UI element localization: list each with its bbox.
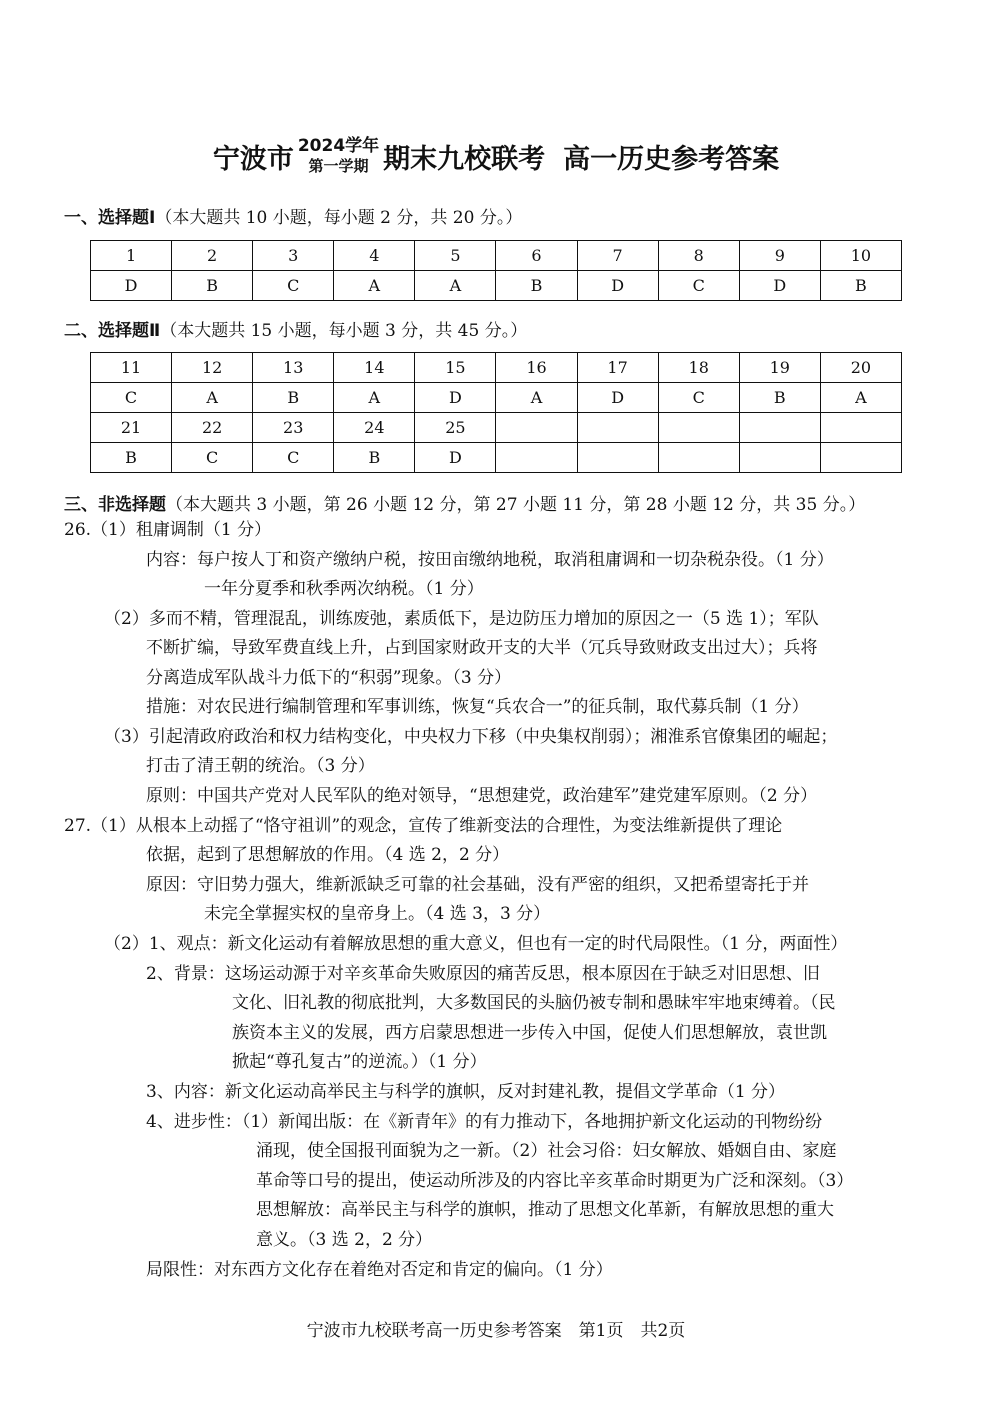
table-cell: 25 — [415, 413, 496, 443]
table-row — [91, 241, 902, 271]
answer-line: 不断扩编，导致军费直线上升，占到国家财政开支的大半（冗兵导致财政支出过大）；兵将 — [146, 638, 818, 658]
section2-heading: 二、选择题Ⅱ — [64, 321, 161, 341]
table-cell: 6 — [496, 241, 577, 271]
title-term-stack — [298, 136, 379, 176]
table-cell: B — [334, 443, 415, 473]
answer-table-2 — [90, 352, 902, 473]
title-prefix: 宁波市 — [212, 143, 294, 175]
answer-line: 2、背景：这场运动源于对辛亥革命失败原因的痛苦反思，根本原因在于缺乏对旧思想、旧 — [146, 964, 820, 984]
section3-note: （本大题共 3 小题，第 26 小题 12 分，第 27 小题 11 分，第 28 小题 12 分，共 35 分。） — [166, 495, 866, 515]
answer-line: 掀起“尊孔复古”的逆流。）（1 分） — [232, 1052, 487, 1072]
table-cell: 13 — [253, 353, 334, 383]
table-cell: B — [496, 271, 577, 301]
answer-line: 意义。（3 选 2，2 分） — [256, 1230, 433, 1250]
table-cell: B — [739, 383, 820, 413]
table-cell: A — [172, 383, 253, 413]
table-cell: B — [91, 443, 172, 473]
table-row — [91, 383, 902, 413]
table-cell: 24 — [334, 413, 415, 443]
table-cell: D — [415, 383, 496, 413]
table-cell: 23 — [253, 413, 334, 443]
table-cell: C — [253, 271, 334, 301]
table-cell: 19 — [739, 353, 820, 383]
table-cell — [658, 413, 739, 443]
table-cell: 5 — [415, 241, 496, 271]
table-cell: C — [658, 383, 739, 413]
table-cell — [577, 413, 658, 443]
answer-line: 族资本主义的发展，西方启蒙思想进一步传入中国，促使人们思想解放，袁世凯 — [232, 1023, 827, 1043]
answer-line: （2）1、观点：新文化运动有着解放思想的重大意义，但也有一定的时代局限性。（1 分，两面性） — [104, 934, 848, 954]
table-cell: D — [739, 271, 820, 301]
section2-header — [64, 316, 527, 341]
table-cell: D — [91, 271, 172, 301]
answer-line: 26.（1）租庸调制（1 分） — [64, 520, 272, 540]
table-cell: C — [172, 443, 253, 473]
answer-line: 涌现，使全国报刊面貌为之一新。（2）社会习俗：妇女解放、婚姻自由、家庭 — [256, 1141, 837, 1161]
title-suffix: 期末九校联考 — [383, 143, 546, 175]
answer-line: （2）多而不精，管理混乱，训练废弛，素质低下，是边防压力增加的原因之一（5 选 1）；军队 — [104, 609, 819, 629]
table-cell: 11 — [91, 353, 172, 383]
table-cell: C — [91, 383, 172, 413]
table-cell: 8 — [658, 241, 739, 271]
page-title — [0, 128, 992, 184]
table-cell — [739, 443, 820, 473]
table-cell: 3 — [253, 241, 334, 271]
answer-line: 局限性：对东西方文化存在着绝对否定和肯定的偏向。（1 分） — [146, 1260, 613, 1280]
table-cell: D — [577, 383, 658, 413]
answer-line: （3）引起清政府政治和权力结构变化，中央权力下移（中央集权削弱）；湘淮系官僚集团的崛起； — [104, 727, 838, 747]
table-cell — [820, 443, 901, 473]
title-subject: 高一历史参考答案 — [563, 143, 780, 175]
answer-line: 革命等口号的提出，使运动所涉及的内容比辛亥革命时期更为广泛和深刻。（3） — [256, 1171, 854, 1191]
table-cell: 18 — [658, 353, 739, 383]
table-cell — [658, 443, 739, 473]
section1-note: （本大题共 10 小题，每小题 2 分，共 20 分。） — [155, 208, 523, 228]
table-cell: A — [334, 383, 415, 413]
table-cell: 15 — [415, 353, 496, 383]
answer-line: 原因：守旧势力强大，维新派缺乏可靠的社会基础，没有严密的组织，又把希望寄托于并 — [146, 875, 809, 895]
table-row — [91, 271, 902, 301]
table-cell — [496, 443, 577, 473]
table-cell: D — [577, 271, 658, 301]
answer-line: 依据，起到了思想解放的作用。（4 选 2，2 分） — [146, 845, 510, 865]
title-year: 2024学年 — [297, 136, 380, 156]
answer-line: 分离造成军队战斗力低下的“积弱”现象。（3 分） — [146, 668, 512, 688]
table-cell: 4 — [334, 241, 415, 271]
answer-line: 27.（1）从根本上动摇了“恪守祖训”的观念，宣传了维新变法的合理性，为变法维新提供了理论 — [64, 816, 783, 836]
table-cell: 2 — [172, 241, 253, 271]
title-term: 第一学期 — [308, 157, 369, 175]
table-cell: C — [658, 271, 739, 301]
table-cell: 21 — [91, 413, 172, 443]
table-row — [91, 413, 902, 443]
table-cell: 20 — [820, 353, 901, 383]
table-cell: C — [253, 443, 334, 473]
answer-table-1 — [90, 240, 902, 301]
table-cell: 22 — [172, 413, 253, 443]
table-cell: 9 — [739, 241, 820, 271]
page-footer: 宁波市九校联考高一历史参考答案 第1页 共2页 — [306, 1321, 686, 1341]
table-cell: 10 — [820, 241, 901, 271]
section2-note: （本大题共 15 小题，每小题 3 分，共 45 分。） — [160, 321, 528, 341]
table-cell: A — [334, 271, 415, 301]
answer-line: 原则：中国共产党对人民军队的绝对领导，“思想建党，政治建军”建党建军原则。（2 分） — [146, 786, 818, 806]
answer-line: 3、内容：新文化运动高举民主与科学的旗帜，反对封建礼教，提倡文学革命（1 分） — [146, 1082, 786, 1102]
table-cell: 7 — [577, 241, 658, 271]
table-cell — [496, 413, 577, 443]
answer-line: 措施：对农民进行编制管理和军事训练，恢复“兵农合一”的征兵制，取代募兵制（1 分） — [146, 697, 809, 717]
table-cell: 12 — [172, 353, 253, 383]
table-row — [91, 353, 902, 383]
table-cell: B — [820, 271, 901, 301]
answer-line: 打击了清王朝的统治。（3 分） — [146, 756, 375, 776]
table-cell: A — [496, 383, 577, 413]
section1-heading: 一、选择题Ⅰ — [64, 208, 156, 228]
section1-header — [64, 203, 522, 228]
table-row — [91, 443, 902, 473]
table-cell: B — [172, 271, 253, 301]
table-cell: 1 — [91, 241, 172, 271]
table-cell — [577, 443, 658, 473]
answer-line: 4、进步性：（1）新闻出版：在《新青年》的有力推动下，各地拥护新文化运动的刊物纷纷 — [146, 1112, 823, 1132]
answer-line: 内容：每户按人丁和资产缴纳户税，按田亩缴纳地税，取消租庸调和一切杂税杂役。（1 分） — [146, 550, 834, 570]
table-cell: D — [415, 443, 496, 473]
answer-line: 思想解放：高举民主与科学的旗帜，推动了思想文化革新，有解放思想的重大 — [256, 1200, 834, 1220]
table-cell: A — [415, 271, 496, 301]
answer-line: 文化、旧礼教的彻底批判，大多数国民的头脑仍被专制和愚昧牢牢地束缚着。（民 — [232, 993, 836, 1013]
table-cell: 16 — [496, 353, 577, 383]
section3-header — [64, 490, 865, 515]
section3-heading: 三、非选择题 — [64, 495, 166, 515]
table-cell — [739, 413, 820, 443]
answer-line: 未完全掌握实权的皇帝身上。（4 选 3，3 分） — [204, 904, 551, 924]
answer-line: 一年分夏季和秋季两次纳税。（1 分） — [204, 579, 484, 599]
table-cell: 14 — [334, 353, 415, 383]
table-cell: 17 — [577, 353, 658, 383]
table-cell — [820, 413, 901, 443]
table-cell: B — [253, 383, 334, 413]
table-cell: A — [820, 383, 901, 413]
